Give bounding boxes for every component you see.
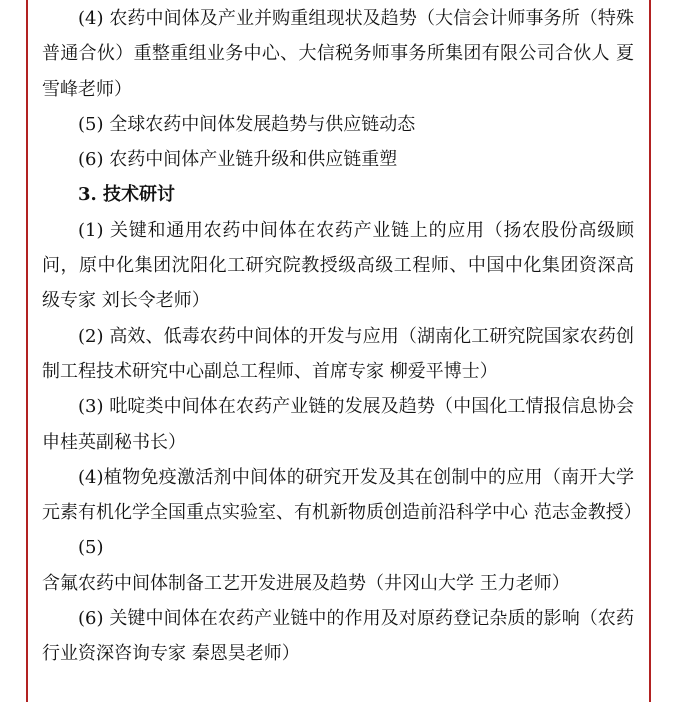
item-number: (3): [78, 396, 104, 418]
list-item: [42, 601, 634, 672]
item-number: (2): [78, 325, 104, 347]
item-text: 关键中间体在农药产业链中的作用及对原药登记杂质的影响（农药行业资深咨询专家 秦恩昊老师）: [42, 608, 634, 665]
list-item: [42, 107, 634, 142]
item-text: 含氟农药中间体制备工艺开发进展及趋势（井冈山大学 王力老师）: [42, 572, 570, 594]
item-text: 农药中间体产业链升级和供应链重塑: [109, 149, 398, 171]
list-item: [42, 319, 634, 390]
item-number: (5): [78, 113, 104, 135]
item-text: 农药中间体及产业并购重组现状及趋势（大信会计师事务所（特殊普通合伙）重整重组业务中心、大信税务师事务所集团有限公司合伙人 夏雪峰老师）: [42, 8, 634, 100]
list-item: [42, 389, 634, 460]
list-item: [42, 213, 634, 319]
item-text: 高效、低毒农药中间体的开发与应用（湖南化工研究院国家农药创制工程技术研究中心副总工程师、首席专家 柳爱平博士）: [42, 325, 634, 382]
list-item: [42, 460, 642, 531]
document-body: [42, 0, 642, 672]
page-border-left: [26, 0, 28, 702]
list-item: [42, 142, 634, 177]
item-number: (5): [78, 537, 104, 559]
list-item: [42, 1, 634, 107]
section-heading: 3. 技术研讨: [78, 184, 176, 206]
list-item: [42, 530, 634, 601]
item-text: 吡啶类中间体在农药产业链的发展及趋势（中国化工情报信息协会 申桂英副秘书长）: [42, 396, 634, 453]
page-border-right: [649, 0, 651, 702]
item-number: (6): [78, 608, 104, 630]
item-number: (4): [78, 466, 104, 488]
item-number: (4): [78, 8, 104, 29]
item-text: 关键和通用农药中间体在农药产业链上的应用（扬农股份高级顾问，原中化集团沈阳化工研究院教授级高级工程师、中国中化集团资深高级专家 刘长令老师）: [42, 219, 634, 312]
item-number: (1): [78, 219, 104, 241]
item-text: 植物免疫激活剂中间体的研究开发及其在创制中的应用（南开大学元素有机化学全国重点实验室、有机新物质创造前沿科学中心 范志金教授）: [42, 466, 642, 524]
item-text: 全球农药中间体发展趋势与供应链动态: [109, 113, 416, 135]
item-number: (6): [78, 149, 104, 171]
